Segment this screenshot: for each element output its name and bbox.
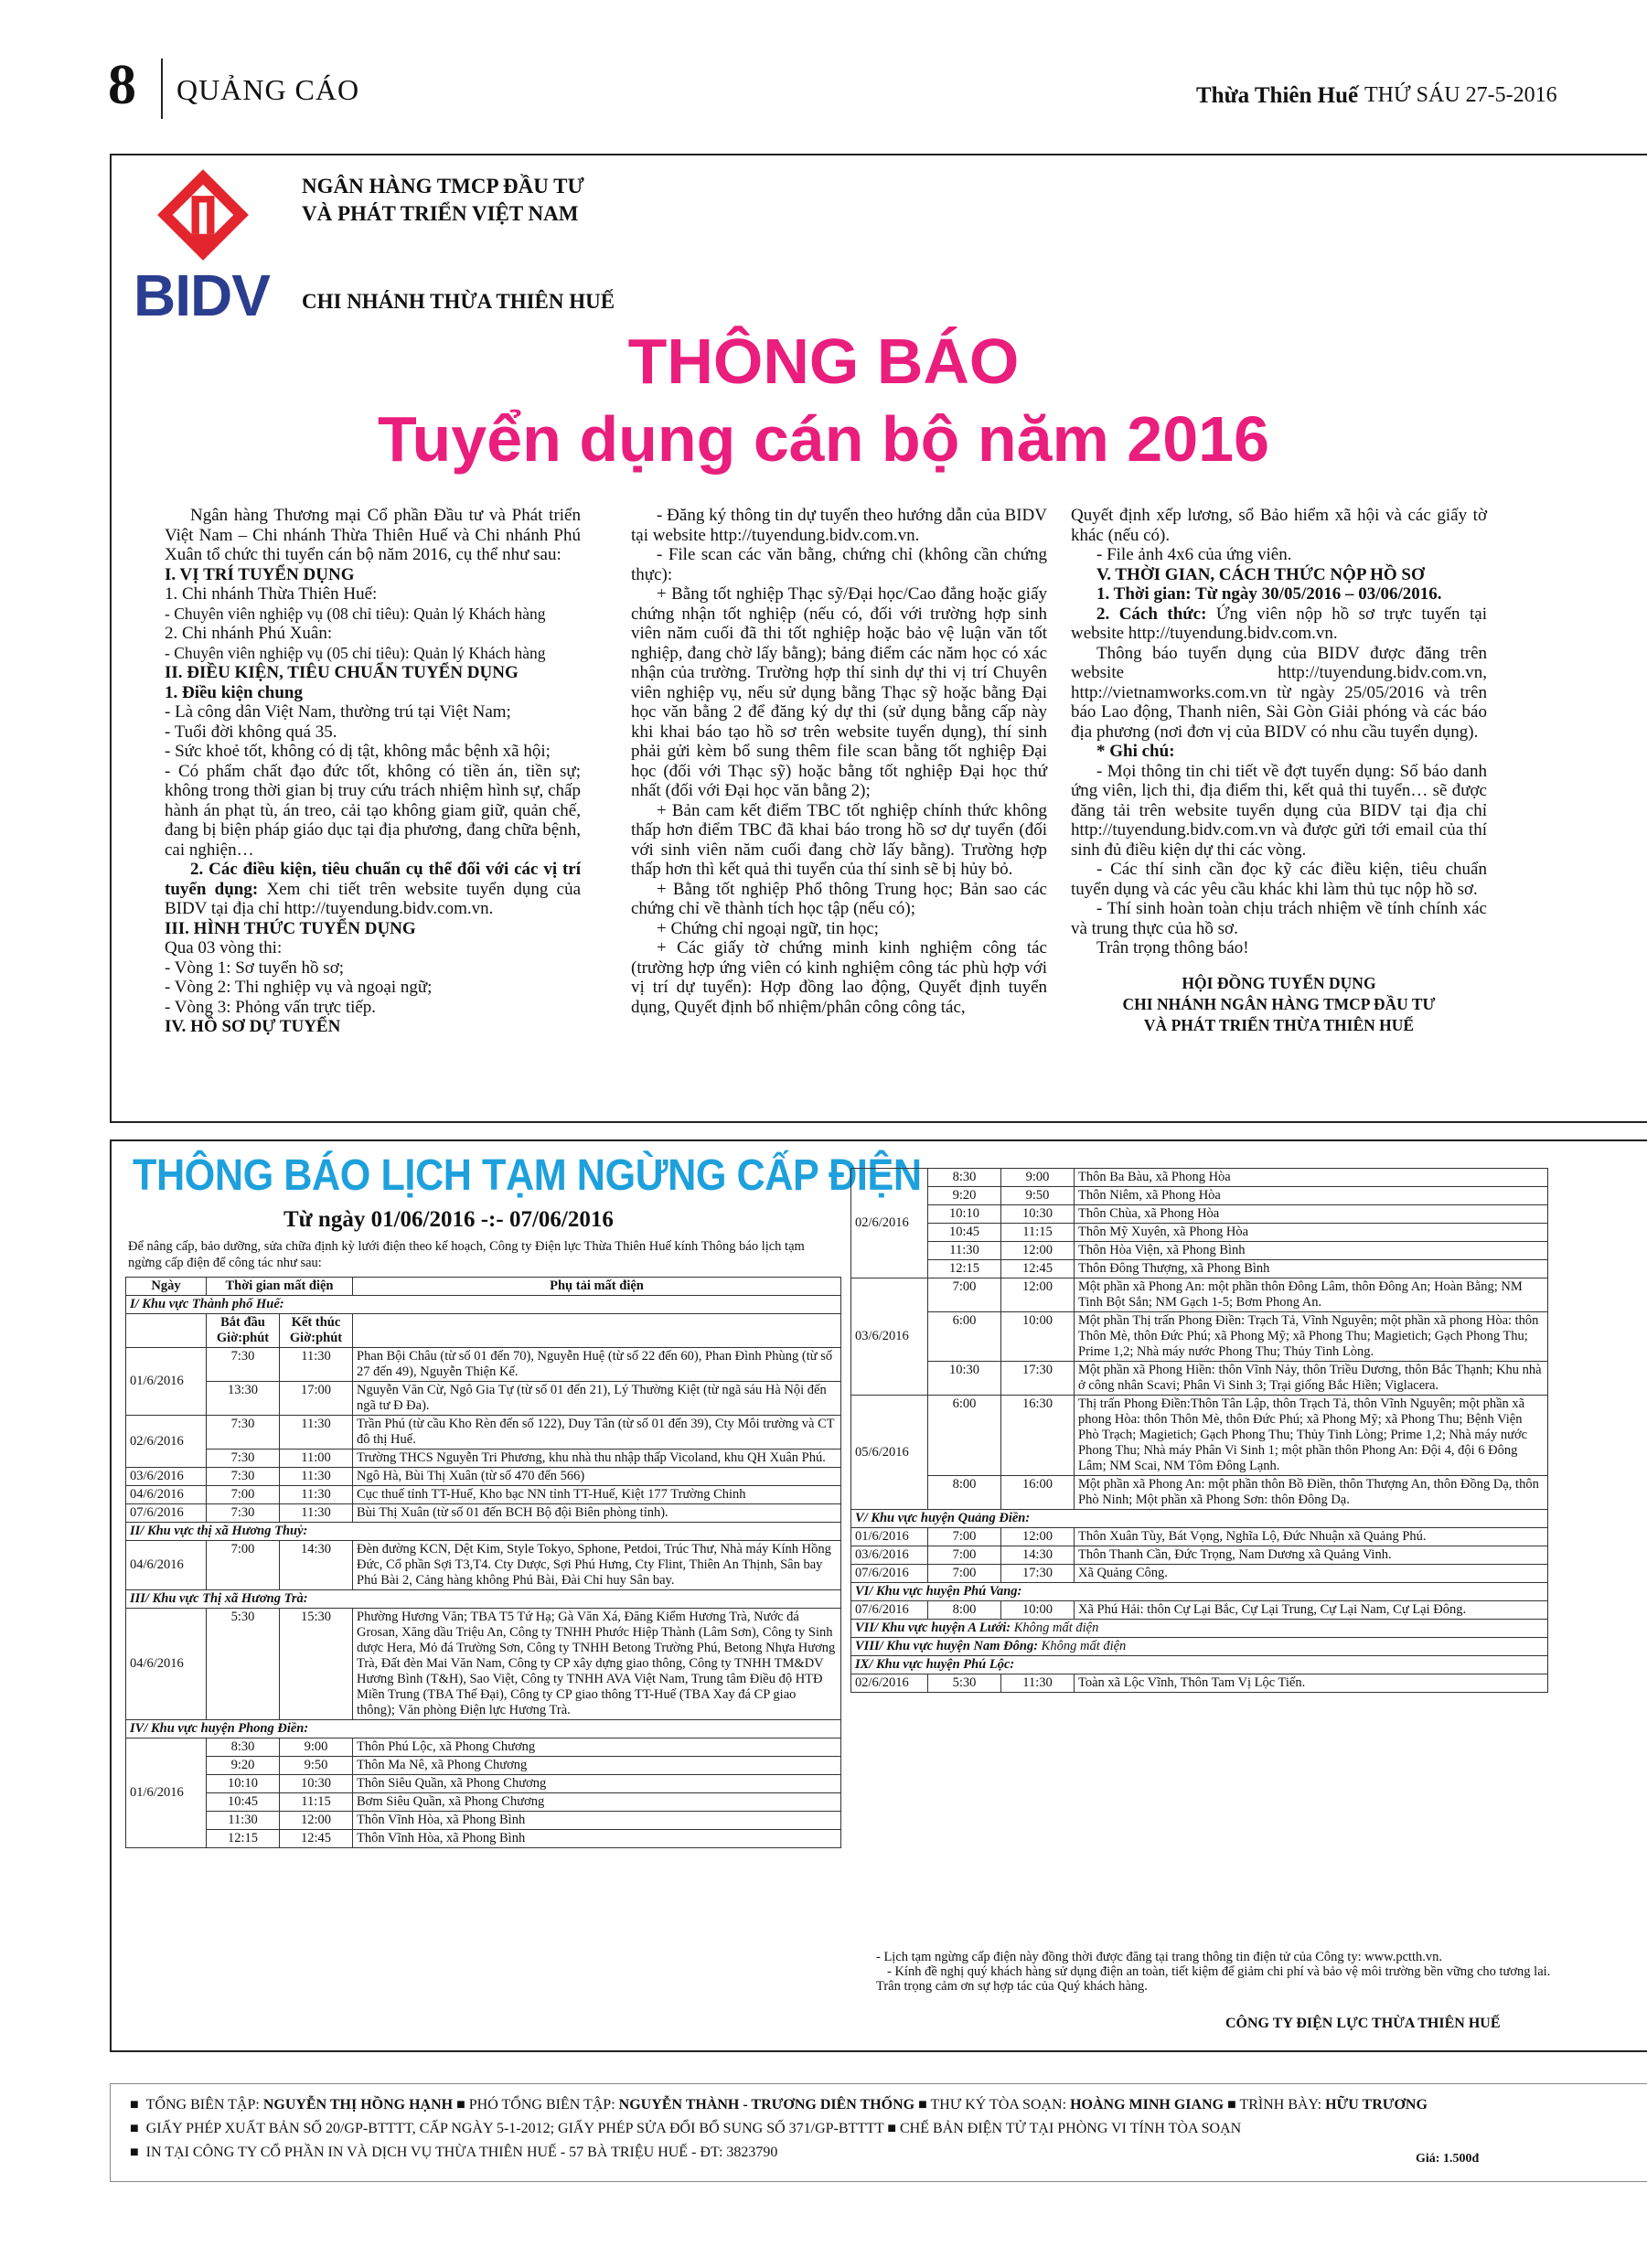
start-time: 7:00 bbox=[928, 1565, 1001, 1583]
affected-area: Một phần xã Phong An: một phần thôn Bồ Điền, thôn Thượng An, thôn Đồng Dạ, thôn Phò Ninh; Một phần xã Phong Sơn: thôn Đông Dạ. bbox=[1075, 1476, 1548, 1510]
date-cell: 04/6/2016 bbox=[126, 1541, 207, 1590]
table-row bbox=[851, 1278, 1548, 1312]
end-time: 12:45 bbox=[1001, 1260, 1075, 1278]
footer-value: NGUYỄN THÀNH - TRƯƠNG DIÊN THỐNG bbox=[618, 2097, 915, 2113]
date-cell: 02/6/2016 bbox=[851, 1169, 928, 1278]
affected-area: Thôn Vĩnh Hòa, xã Phong Bình bbox=[353, 1812, 841, 1830]
footer-label: PHÓ TỔNG BIÊN TẬP: bbox=[468, 2097, 615, 2113]
start-time: 10:10 bbox=[928, 1205, 1001, 1224]
date-cell: 02/6/2016 bbox=[851, 1674, 928, 1693]
start-time: 7:30 bbox=[207, 1468, 280, 1486]
affected-area: Một phần xã Phong Hiền: thôn Vĩnh Nảy, thôn Triều Dương, thôn Bắc Thạnh; Khu nhà ở công nhân Scavi; Phân Vi Sinh 3; Trại giống Bắc Hiền; Viglacera. bbox=[1075, 1362, 1548, 1396]
start-time: 5:30 bbox=[207, 1609, 280, 1720]
paragraph: + Bằng tốt nghiệp Thạc sỹ/Đại học/Cao đẳng hoặc giấy chứng nhận tốt nghiệp (nếu có, đối với trường hợp sinh viên năm cuối đã thi tốt nghiệp hoặc bảo vệ luận văn tốt nghiệp, đang chờ lấy bằng); bảng điểm các năm học có xác nhận của trường. Trường hợp thí sinh dự thi vị trí Chuyên viên nghiệp vụ, nếu sử dụng bằng Thạc sỹ hoặc bằng Đại học văn bằng 2 để đăng ký dự thi (sử dụng bằng cấp này khi khai báo tạo hồ sơ trên website tuyển dụng), thí sinh phải gửi kèm bổ sung thêm file scan bằng tốt nghiệp Đại học (đối với Thạc sỹ) hoặc bằng tốt nghiệp Đại học thứ nhất (đối với Đại học văn bằng 2); bbox=[631, 584, 1047, 800]
power-date-range: Từ ngày 01/06/2016 -:- 07/06/2016 bbox=[283, 1207, 614, 1232]
start-time: 7:30 bbox=[207, 1416, 280, 1450]
start-time: 8:30 bbox=[928, 1169, 1001, 1187]
end-time: 11:15 bbox=[1001, 1224, 1075, 1242]
bidv-logo-icon bbox=[155, 167, 251, 262]
paragraph: 2. Chi nhánh Phú Xuân: bbox=[165, 624, 333, 643]
paragraph: Xem chi tiết trên website tuyển dụng của BIDV tại địa chỉ http://tuyendung.bidv.com.vn. bbox=[165, 879, 581, 918]
col-header-load: Phụ tải mất điện bbox=[353, 1278, 841, 1296]
table-row bbox=[126, 1416, 841, 1450]
table-row bbox=[126, 1793, 841, 1812]
note-line: - Lịch tạm ngừng cấp điện này đồng thời được đăng tại trang thông tin điện tử của Công ty: www.pctth.vn. bbox=[876, 1950, 1443, 1964]
end-time: 14:30 bbox=[1001, 1546, 1075, 1565]
page-number: 8 bbox=[108, 54, 136, 116]
end-time: 11:30 bbox=[280, 1504, 353, 1523]
table-row bbox=[126, 1775, 841, 1793]
table-row bbox=[851, 1601, 1548, 1620]
start-time: 6:00 bbox=[928, 1396, 1001, 1476]
paragraph: - Có phẩm chất đạo đức tốt, không có tiền án, tiền sự; không trong thời gian bị truy cứu trách nhiệm hình sự, chấp hành án phạt tù, án treo, cải tạo không giam giữ, quản chế, đang bị biện pháp giáo dục tại địa phương, đang chữa bệnh, cai nghiện… bbox=[165, 761, 581, 860]
start-time: 8:00 bbox=[928, 1476, 1001, 1510]
affected-area: Phan Bội Châu (từ số 01 đến 70), Nguyễn Huệ (từ số 22 đến 60), Phan Đình Phùng (từ số 27 đến 49), Nguyễn Thiện Kế. bbox=[353, 1348, 841, 1382]
outage-table-right bbox=[850, 1168, 1548, 1693]
ad-column-1 bbox=[165, 506, 581, 1037]
paragraph: - Chuyên viên nghiệp vụ (05 chỉ tiêu): Quản lý Khách hàng bbox=[165, 643, 546, 662]
outage-table-left bbox=[125, 1277, 841, 1848]
col-header-time: Thời gian mất điện bbox=[207, 1278, 353, 1296]
bank-name-line1: NGÂN HÀNG TMCP ĐẦU TƯ bbox=[302, 175, 584, 198]
table-row bbox=[126, 1830, 841, 1848]
table-row bbox=[126, 1314, 841, 1348]
affected-area: Thôn Niêm, xã Phong Hòa bbox=[1075, 1187, 1548, 1205]
section-row bbox=[126, 1590, 841, 1609]
note-line: Trân trọng cảm ơn sự hợp tác của Quý khách hàng. bbox=[876, 1979, 1148, 1994]
affected-area: Toàn xã Lộc Vĩnh, Thôn Tam Vị Lộc Tiến. bbox=[1075, 1674, 1548, 1693]
section-name: VI/ Khu vực huyện Phú Vang: bbox=[855, 1584, 1022, 1599]
subheading: 2. Cách thức: bbox=[1096, 604, 1207, 624]
paragraph: Thông báo tuyển dụng của BIDV được đăng trên website http://tuyendung.bidv.com.vn, http://vietnamworks.com.vn từ ngày 25/05/2016 và trên báo Lao động, Thanh niên, Sài Gòn Giải phóng và các báo địa phương (nơi đơn vị của BIDV có nhu cầu tuyển dụng). bbox=[1071, 643, 1487, 742]
end-time: 9:50 bbox=[1001, 1187, 1075, 1205]
ad-column-3 bbox=[1071, 506, 1487, 1036]
affected-area: Trần Phú (từ cầu Kho Rèn đến số 122), Duy Tân (từ số 01 đến 39), Cty Môi trường và CT đô thị Huế. bbox=[353, 1416, 841, 1450]
table-row bbox=[851, 1674, 1548, 1693]
paragraph: + Các giấy tờ chứng minh kinh nghiệm công tác (trường hợp ứng viên có kinh nghiệm công tác phù hợp với vị trí dự tuyển): Hợp đồng lao động, Quyết định tuyển dụng, Quyết định bổ nhiệm/phân công công tác, bbox=[631, 938, 1047, 1017]
affected-area: Thôn Chùa, xã Phong Hòa bbox=[1075, 1205, 1548, 1224]
end-time: 17:30 bbox=[1001, 1362, 1075, 1396]
table-row bbox=[126, 1468, 841, 1486]
end-time: 10:00 bbox=[1001, 1601, 1075, 1620]
table-row bbox=[851, 1242, 1548, 1260]
section-label bbox=[126, 1523, 841, 1541]
paragraph: - Tuổi đời không quá 35. bbox=[165, 722, 337, 742]
blank-cell bbox=[126, 1314, 207, 1348]
price: Giá: 1.500đ bbox=[1416, 2152, 1480, 2166]
section-label bbox=[851, 1510, 1548, 1528]
affected-area: Thôn Ma Nê, xã Phong Chương bbox=[353, 1757, 841, 1775]
signature-line: VÀ PHÁT TRIỂN THỪA THIÊN HUẾ bbox=[1143, 1015, 1415, 1034]
subheading: 2. Các điều kiện, tiêu chuẩn cụ thể đối với các vị trí tuyển dụng: bbox=[165, 860, 581, 899]
table-row bbox=[126, 1738, 841, 1757]
affected-area: Một phần Thị trấn Phong Điền: Trạch Tả, Vĩnh Nguyên; một phần xã phong Hòa: thôn Thôn Mè, thôn Đức Phú; xã Phong Mỹ; xã Phong Thu; Magietich; Gạch Phong Thu; Prime 1,2; Nhà máy nước Phong Thu; Thủy Tinh Lòng. bbox=[1075, 1312, 1548, 1362]
start-time: 9:20 bbox=[928, 1187, 1001, 1205]
paragraph: - Đăng ký thông tin dự tuyển theo hướng dẫn của BIDV tại website http://tuyendung.bidv.com.vn. bbox=[631, 506, 1047, 545]
date-cell: 05/6/2016 bbox=[851, 1396, 928, 1510]
affected-area: Thôn Mỹ Xuyên, xã Phong Hòa bbox=[1075, 1224, 1548, 1242]
blank-cell bbox=[353, 1314, 841, 1348]
table-row bbox=[851, 1205, 1548, 1224]
section-label bbox=[126, 1296, 841, 1314]
start-time: 7:00 bbox=[928, 1546, 1001, 1565]
paragraph: - Các thí sinh cần đọc kỹ các điều kiện, tiêu chuẩn tuyển dụng và các yêu cầu khác khi làm thủ tục nộp hồ sơ. bbox=[1071, 860, 1487, 899]
start-time: 11:30 bbox=[928, 1242, 1001, 1260]
affected-area: Thôn Thanh Cần, Đức Trọng, Nam Dương xã Quảng Vinh. bbox=[1075, 1546, 1548, 1565]
section-name: IV/ Khu vực huyện Phong Điền: bbox=[130, 1721, 309, 1736]
power-notice-title: THÔNG BÁO LỊCH TẠM NGỪNG CẤP ĐIỆN bbox=[133, 1151, 922, 1200]
table-row bbox=[851, 1396, 1548, 1476]
heading: V. THỜI GIAN, CÁCH THỨC NỘP HỒ SƠ bbox=[1096, 564, 1425, 584]
signature-line: CHI NHÁNH NGÂN HÀNG TMCP ĐẦU TƯ bbox=[1122, 994, 1436, 1013]
paragraph: - Chuyên viên nghiệp vụ (08 chỉ tiêu): Quản lý Khách hàng bbox=[165, 604, 546, 623]
date-cell: 01/6/2016 bbox=[851, 1528, 928, 1546]
paragraph: Quyết định xếp lương, sổ Bảo hiểm xã hội và các giấy tờ khác (nếu có). bbox=[1071, 506, 1487, 545]
table-row bbox=[851, 1169, 1548, 1187]
date-cell: 07/6/2016 bbox=[126, 1504, 207, 1523]
start-time: 7:00 bbox=[928, 1278, 1001, 1312]
start-time: 8:30 bbox=[207, 1738, 280, 1757]
section-label bbox=[126, 1720, 841, 1738]
section-row bbox=[126, 1523, 841, 1541]
end-time: 12:00 bbox=[1001, 1242, 1075, 1260]
start-time: 10:30 bbox=[928, 1362, 1001, 1396]
end-time: 9:00 bbox=[1001, 1169, 1075, 1187]
paragraph: - Vòng 1: Sơ tuyển hồ sơ; bbox=[165, 957, 345, 978]
heading: IV. HỒ SƠ DỰ TUYỂN bbox=[165, 1017, 341, 1036]
paragraph: - Vòng 3: Phỏng vấn trực tiếp. bbox=[165, 997, 377, 1017]
affected-area: Thị trấn Phong Điền:Thôn Tân Lập, thôn Trạch Tả, thôn Vĩnh Nguyên; một phần xã phong Hòa: thôn Thôn Mè, thôn Đức Phú; xã Phong Mỹ; xã Phong Thu; Bệnh Viện Phò Trạch; Magietich; Gạch Phong Thu; Thủy Tinh Lòng; Prime 1,2; Nhà máy nước Phong Thu; Nhà máy Phân Vi Sinh 1; một phần thôn Phong An: Đội 4, đội 6 Đông Lâm; NM Scai, NM Tôm Đông Lạnh. bbox=[1075, 1396, 1548, 1476]
section-label bbox=[851, 1638, 1548, 1656]
end-time: 11:00 bbox=[280, 1450, 353, 1468]
footer-line-2: ■ GIẤY PHÉP XUẤT BẢN SỐ 20/GP-BTTTT, CẤP NGÀY 5-1-2012; GIẤY PHÉP SỬA ĐỔI BỔ SUNG SỐ 371/GP-BTTTT ■ CHẾ BẢN ĐIỆN TỬ TẠI PHÒNG VI TÍNH TÒA SOẠN bbox=[130, 2121, 1242, 2136]
table-row bbox=[851, 1224, 1548, 1242]
affected-area: Cục thuế tỉnh TT-Huế, Kho bạc NN tỉnh TT-Huế, Kiệt 177 Trường Chinh bbox=[353, 1486, 841, 1504]
table-row bbox=[126, 1382, 841, 1416]
affected-area: Bơm Siêu Quần, xã Phong Chương bbox=[353, 1793, 841, 1812]
end-time: 17:30 bbox=[1001, 1565, 1075, 1583]
branch-name: CHI NHÁNH THỪA THIÊN HUẾ bbox=[302, 290, 615, 313]
table-row bbox=[126, 1486, 841, 1504]
bank-name-line2: VÀ PHÁT TRIỂN VIỆT NAM bbox=[302, 202, 579, 225]
end-time: 11:30 bbox=[280, 1486, 353, 1504]
end-time: 14:30 bbox=[280, 1541, 353, 1590]
section-note: Không mất điện bbox=[1011, 1621, 1099, 1635]
section-label bbox=[851, 1620, 1548, 1638]
end-time: 16:30 bbox=[1001, 1396, 1075, 1476]
affected-area: Thôn Siêu Quần, xã Phong Chương bbox=[353, 1775, 841, 1793]
paragraph: - Là công dân Việt Nam, thường trú tại Việt Nam; bbox=[165, 702, 511, 722]
table-row bbox=[851, 1362, 1548, 1396]
footer-value: NGUYỄN THỊ HỒNG HẠNH bbox=[262, 2097, 454, 2113]
end-time: 12:00 bbox=[1001, 1278, 1075, 1312]
note-heading: * Ghi chú: bbox=[1096, 742, 1175, 761]
section-name: VII/ Khu vực huyện A Lưới: bbox=[855, 1621, 1011, 1635]
ad-column-2 bbox=[631, 506, 1047, 1017]
affected-area: Bùi Thị Xuân (từ số 01 đến BCH Bộ đội Biên phòng tỉnh). bbox=[353, 1504, 841, 1523]
end-time: 9:50 bbox=[280, 1757, 353, 1775]
paragraph: Trân trọng thông báo! bbox=[1096, 938, 1249, 957]
heading: III. HÌNH THỨC TUYỂN DỤNG bbox=[165, 918, 416, 938]
section-row bbox=[851, 1583, 1548, 1601]
notice-title: THÔNG BÁO bbox=[627, 326, 1020, 397]
affected-area: Thôn Ba Bàu, xã Phong Hòa bbox=[1075, 1169, 1548, 1187]
affected-area: Thôn Phú Lộc, xã Phong Chương bbox=[353, 1738, 841, 1757]
paragraph: + Bản cam kết điểm TBC tốt nghiệp chính thức không thấp hơn điểm TBC đã khai báo trong hồ sơ dự tuyển (đối với sinh viên năm cuối đang chờ lấy bằng). Trường hợp thấp hơn thì kết quả thi tuyển của thí sinh sẽ bị hủy bỏ. bbox=[631, 800, 1047, 879]
col-header-end: Kết thúc Giờ:phút bbox=[280, 1314, 353, 1348]
start-time: 8:00 bbox=[928, 1601, 1001, 1620]
start-time: 10:10 bbox=[207, 1775, 280, 1793]
date-cell: 04/6/2016 bbox=[126, 1486, 207, 1504]
bidv-logo-text: BIDV bbox=[134, 262, 270, 328]
heading: I. VỊ TRÍ TUYỂN DỤNG bbox=[165, 564, 355, 584]
subheading: 1. Điều kiện chung bbox=[165, 682, 303, 702]
start-time: 7:30 bbox=[207, 1348, 280, 1382]
paragraph: - File scan các văn bằng, chứng chỉ (không cần chứng thực): bbox=[631, 545, 1047, 584]
start-time: 10:45 bbox=[928, 1224, 1001, 1242]
section-row bbox=[851, 1510, 1548, 1528]
section-row bbox=[851, 1620, 1548, 1638]
end-time: 11:30 bbox=[280, 1416, 353, 1450]
table-row bbox=[126, 1757, 841, 1775]
paragraph: Ngân hàng Thương mại Cổ phần Đầu tư và Phát triển Việt Nam – Chi nhánh Thừa Thiên Huế và Chi nhánh Phú Xuân tổ chức thi tuyển cán bộ năm 2016, cụ thể như sau: bbox=[165, 506, 581, 564]
end-time: 9:00 bbox=[280, 1738, 353, 1757]
end-time: 17:00 bbox=[280, 1382, 353, 1416]
footer-label: THƯ KÝ TÒA SOẠN: bbox=[930, 2097, 1067, 2113]
start-time: 10:45 bbox=[207, 1793, 280, 1812]
date-cell: 07/6/2016 bbox=[851, 1565, 928, 1583]
affected-area: Xã Quảng Công. bbox=[1075, 1565, 1548, 1583]
end-time: 11:30 bbox=[280, 1468, 353, 1486]
section-row bbox=[126, 1296, 841, 1314]
end-time: 12:45 bbox=[280, 1830, 353, 1848]
paragraph: + Chứng chỉ ngoại ngữ, tin học; bbox=[657, 918, 879, 938]
subheading: 1. Thời gian: bbox=[1096, 584, 1192, 604]
heading: II. ĐIỀU KIỆN, TIÊU CHUẨN TUYỂN DỤNG bbox=[165, 663, 519, 682]
paragraph: + Bằng tốt nghiệp Phổ thông Trung học; Bản sao các chứng chỉ về thành tích học tập (nếu có); bbox=[631, 879, 1047, 918]
date-cell: 01/6/2016 bbox=[126, 1348, 207, 1416]
affected-area: Nguyễn Văn Cừ, Ngô Gia Tự (từ số 01 đến 21), Lý Thường Kiệt (từ ngã sáu Hà Nội đến ngã tư Đ Đa). bbox=[353, 1382, 841, 1416]
power-intro: Để nâng cấp, bảo dưỡng, sửa chữa định kỳ lưới điện theo kế hoạch, Công ty Điện lực Thừa Thiên Huế kính Thông báo lịch tạm ngừng cấp điện để công tác như sau: bbox=[128, 1239, 805, 1270]
footer-label: TỔNG BIÊN TẬP: bbox=[145, 2097, 260, 2113]
end-time: 16:00 bbox=[1001, 1476, 1075, 1510]
table-row bbox=[126, 1541, 841, 1590]
table-row bbox=[851, 1476, 1548, 1510]
start-time: 12:15 bbox=[207, 1830, 280, 1848]
end-time: 11:30 bbox=[280, 1348, 353, 1382]
end-time: 12:00 bbox=[1001, 1528, 1075, 1546]
paragraph: Ứng viên nộp hồ sơ trực tuyến tại website http://tuyendung.bidv.com.vn. bbox=[1071, 604, 1487, 643]
date-cell: 01/6/2016 bbox=[126, 1738, 207, 1848]
start-time: 11:30 bbox=[207, 1812, 280, 1830]
col-header-day: Ngày bbox=[126, 1278, 207, 1296]
table-row bbox=[126, 1609, 841, 1720]
table-row bbox=[126, 1450, 841, 1468]
end-time: 15:30 bbox=[280, 1609, 353, 1720]
footer-printer: IN TẠI CÔNG TY CỔ PHẦN IN VÀ DỊCH VỤ THỪA THIÊN HUẾ - 57 BÀ TRIỆU HUẾ - ĐT: 3823790 bbox=[145, 2145, 778, 2160]
section-name: VIII/ Khu vực huyện Nam Đông: bbox=[855, 1639, 1039, 1653]
paragraph: - Thí sinh hoàn toàn chịu trách nhiệm về tính chính xác và trung thực của hồ sơ. bbox=[1071, 899, 1487, 938]
section-name: I/ Khu vực Thành phố Huế: bbox=[130, 1297, 284, 1311]
affected-area: Đèn đường KCN, Dệt Kim, Style Tokyo, Sphone, Petdoi, Trúc Thư, Nhà máy Kính Hồng Đức, Cổ phần Sợi T3,T4. Cty Dược, Sợi Phú Hưng, Cty Flint, Thiên An Thịnh, Sân bay Phú Bài 2, Cảng hàng không Phú Bài, Đài Chỉ huy Sân bay. bbox=[353, 1541, 841, 1590]
paragraph: - Sức khoẻ tốt, không có dị tật, không mắc bệnh xã hội; bbox=[165, 742, 551, 761]
affected-area: Trường THCS Nguyễn Tri Phương, khu nhà thu nhập thấp Vicoland, khu QH Xuân Phú. bbox=[353, 1450, 841, 1468]
start-time: 13:30 bbox=[207, 1382, 280, 1416]
section-label bbox=[851, 1583, 1548, 1601]
end-time: 11:30 bbox=[1001, 1674, 1075, 1693]
footer-line-1: ■ TỔNG BIÊN TẬP: NGUYỄN THỊ HỒNG HẠNH ■ PHÓ TỔNG BIÊN TẬP: NGUYỄN THÀNH - TRƯƠNG DIÊN THỐNG ■ THƯ KÝ TÒA SOẠN: HOÀNG MINH GIANG ■ TRÌNH BÀY: HỮU TRƯƠNG bbox=[130, 2097, 1428, 2113]
affected-area: Thôn Đông Thượng, xã Phong Bình bbox=[1075, 1260, 1548, 1278]
affected-area: Thôn Vĩnh Hòa, xã Phong Bình bbox=[353, 1830, 841, 1848]
paragraph: - File ảnh 4x6 của ứng viên. bbox=[1096, 545, 1292, 564]
date-cell: 02/6/2016 bbox=[126, 1416, 207, 1468]
header-divider bbox=[161, 59, 163, 119]
start-time: 7:00 bbox=[207, 1486, 280, 1504]
end-time: 10:30 bbox=[1001, 1205, 1075, 1224]
affected-area: Thôn Xuân Tùy, Bát Vọng, Nghĩa Lộ, Đức Nhuận xã Quảng Phú. bbox=[1075, 1528, 1548, 1546]
affected-area: Ngô Hà, Bùi Thị Xuân (từ số 470 đến 566) bbox=[353, 1468, 841, 1486]
paragraph: Qua 03 vòng thi: bbox=[165, 938, 283, 957]
end-time: 12:00 bbox=[280, 1812, 353, 1830]
end-time: 11:15 bbox=[280, 1793, 353, 1812]
start-time: 7:00 bbox=[207, 1541, 280, 1590]
table-row bbox=[851, 1260, 1548, 1278]
issue-date: THỨ SÁU 27-5-2016 bbox=[1364, 83, 1557, 107]
footer-license: GIẤY PHÉP XUẤT BẢN SỐ 20/GP-BTTTT, CẤP NGÀY 5-1-2012; GIẤY PHÉP SỬA ĐỔI BỔ SUNG SỐ 371/GP-BTTTT ■ CHẾ BẢN ĐIỆN TỬ TẠI PHÒNG VI TÍNH TÒA SOẠN bbox=[145, 2121, 1242, 2136]
affected-area: Thôn Hòa Viện, xã Phong Bình bbox=[1075, 1242, 1548, 1260]
start-time: 9:20 bbox=[207, 1757, 280, 1775]
start-time: 12:15 bbox=[928, 1260, 1001, 1278]
note-line: - Kính đề nghị quý khách hàng sử dụng điện an toàn, tiết kiệm để giảm chi phí và bảo vệ môi trường bền vững cho tương lai. bbox=[887, 1964, 1551, 1979]
section-note: Không mất điện bbox=[1038, 1639, 1127, 1653]
start-time: 6:00 bbox=[928, 1312, 1001, 1362]
table-row bbox=[851, 1528, 1548, 1546]
paragraph: - Vòng 2: Thi nghiệp vụ và ngoại ngữ; bbox=[165, 978, 433, 997]
newspaper-name: Thừa Thiên Huế bbox=[1196, 83, 1359, 108]
date-cell: 03/6/2016 bbox=[126, 1468, 207, 1486]
table-row bbox=[851, 1312, 1548, 1362]
date-cell: 04/6/2016 bbox=[126, 1609, 207, 1720]
section-name: IX/ Khu vực huyện Phú Lộc: bbox=[855, 1657, 1015, 1672]
start-time: 7:30 bbox=[207, 1450, 280, 1468]
end-time: 10:30 bbox=[280, 1775, 353, 1793]
affected-area: Xã Phú Hải: thôn Cự Lại Bắc, Cự Lại Trung, Cự Lại Nam, Cự Lại Đông. bbox=[1075, 1601, 1548, 1620]
paragraph: 1. Chi nhánh Thừa Thiên Huế: bbox=[165, 584, 378, 604]
footer-value: HOÀNG MINH GIANG bbox=[1070, 2097, 1225, 2113]
section-title: QUẢNG CÁO bbox=[176, 73, 360, 106]
affected-area: Một phần xã Phong An: một phần thôn Đông Lâm, thôn Đông An; Hoàn Bằng; NM Tinh Bột Sắn; NM Gạch 1-5; Bơm Phong An. bbox=[1075, 1278, 1548, 1312]
date-cell: 03/6/2016 bbox=[851, 1278, 928, 1396]
section-name: II/ Khu vực thị xã Hương Thuỷ: bbox=[130, 1524, 308, 1538]
power-company: CÔNG TY ĐIỆN LỰC THỪA THIÊN HUẾ bbox=[1225, 2016, 1501, 2031]
section-name: III/ Khu vực Thị xã Hương Trà: bbox=[130, 1591, 308, 1606]
section-name: V/ Khu vực huyện Quảng Điền: bbox=[855, 1511, 1031, 1525]
end-time: 10:00 bbox=[1001, 1312, 1075, 1362]
section-label bbox=[851, 1656, 1548, 1674]
paragraph: - Mọi thông tin chi tiết về đợt tuyển dụng: Số báo danh ứng viên, lịch thi, địa điểm thi, kết quả thi tuyển… sẽ được đăng tải trên website tuyển dụng của BIDV tại địa chỉ http://tuyendung.bidv.com.vn và được gửi tới email của thí sinh đủ điều kiện dự thi các vòng. bbox=[1071, 761, 1487, 860]
start-time: 5:30 bbox=[928, 1674, 1001, 1693]
section-label bbox=[126, 1590, 841, 1609]
footer-label: TRÌNH BÀY: bbox=[1239, 2097, 1322, 2113]
date-cell: 07/6/2016 bbox=[851, 1601, 928, 1620]
footer-value: HỮU TRƯƠNG bbox=[1325, 2097, 1428, 2113]
section-row bbox=[851, 1638, 1548, 1656]
start-time: 7:00 bbox=[928, 1528, 1001, 1546]
power-notes bbox=[876, 1950, 1571, 1994]
table-row bbox=[851, 1546, 1548, 1565]
signature-line: HỘI ĐỒNG TUYỂN DỤNG bbox=[1182, 973, 1376, 992]
section-row bbox=[851, 1656, 1548, 1674]
footer-line-3: ■ IN TẠI CÔNG TY CỔ PHẦN IN VÀ DỊCH VỤ THỪA THIÊN HUẾ - 57 BÀ TRIỆU HUẾ - ĐT: 3823790 bbox=[130, 2145, 778, 2160]
table-row bbox=[851, 1565, 1548, 1583]
section-row bbox=[126, 1720, 841, 1738]
start-time: 7:30 bbox=[207, 1504, 280, 1523]
table-row bbox=[126, 1504, 841, 1523]
deadline-text: Từ ngày 30/05/2016 – 03/06/2016. bbox=[1191, 584, 1442, 604]
date-cell: 03/6/2016 bbox=[851, 1546, 928, 1565]
col-header-start: Bắt đầu Giờ:phút bbox=[207, 1314, 280, 1348]
table-row bbox=[126, 1348, 841, 1382]
table-row bbox=[851, 1187, 1548, 1205]
affected-area: Phường Hương Văn; TBA T5 Tứ Hạ; Gà Văn Xá, Đăng Kiểm Hương Trà, Nước đá Grosan, Xăng dầu Triệu An, Công ty TNHH Phước Hiệp Thành (Lâm Sơn), Công ty Sinh dược Hera, Mỏ đá Trường Sơn, Công ty TNHH Betong Trường Phú, Betong Nhựa Hương Trà, Đất đèn Mai Văn Nam, Công ty CP xây dựng giao thông, Công ty TNHH TM&DV Hương Bình (T&H), Sao Việt, Công ty TNHH AVA Việt Nam, Trung tâm Điều độ HTĐ Miền Trung (TBA Thế Đại), Công ty CP giao thông TT-Huế (TBA Xay đá CP giao thông); Văn phòng Điện lực Hương Trà. bbox=[353, 1609, 841, 1720]
table-row bbox=[126, 1812, 841, 1830]
notice-subtitle: Tuyển dụng cán bộ năm 2016 bbox=[377, 403, 1269, 475]
